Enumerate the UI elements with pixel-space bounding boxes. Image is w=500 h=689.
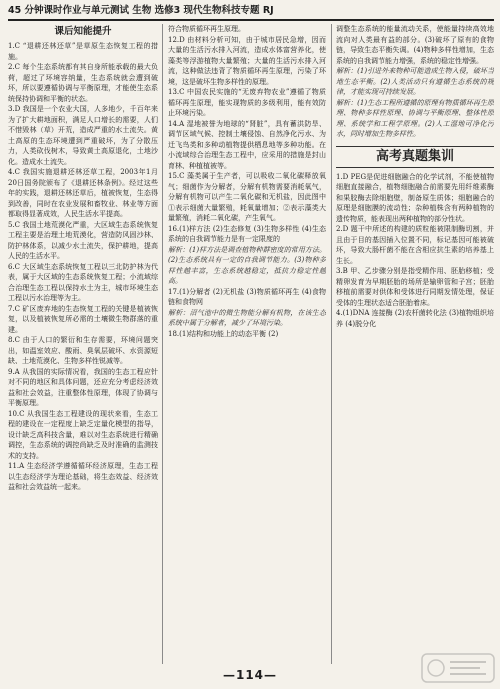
answer-paragraph: 18.(1)结构和功能上的动态平衡 (2) (168, 329, 279, 338)
column-divider (162, 24, 163, 664)
section-title-text: 高考真题集训 (336, 146, 494, 168)
answer-paragraph: 12.D 由材料分析可知，由于城市居民急增，因而大量的生活污水排入河流，造成水体富营养化，使藻类等浮游植物大量繁殖；大量的生活污水排入河流，这种做法违背了物质循环再生原理，污染了环境，这是破坏生物多样性的原理。 (168, 35, 326, 86)
answer-paragraph: 10.C 从我国生态工程建设的现状来看，生态工程的建设在一定程度上缺乏定量化模型的指导，设计缺乏高科技含量，难以对生态系统进行精确调控，生态系统的调控尚缺乏及时准确的监测技术的支持。 (8, 409, 158, 460)
answer-paragraph: 4.C 我国实施退耕还林还草工程，2003年1月20日国务院颁布了《退耕还林条例》。经过这些年的实践，退耕还林还草后，植被恢复，生态得到改善，同时在农业发展和畜牧业、林业等方面都取得显著成效，人民生活水平提高。 (8, 168, 158, 218)
header-rule (8, 19, 494, 21)
answer-paragraph: 11.A 生态经济学遵循循环经济原理，生态工程以生态经济学为理论基础，将生态效益、经济效益和社会效益统一起来。 (8, 462, 158, 491)
handwritten-note: 解析：(1)引进外来物种可能造成生物入侵，破坏当地生态平衡。(2)人类活动只有遵循生态系统的规律，才能实现可持续发展。 (336, 67, 494, 96)
handwritten-note: 解析：(1)样方法是调查植物种群密度的常用方法。(2)生态系统具有一定的自我调节能力。(3)物种多样性越丰富，生态系统越稳定，抵抗力稳定性越高。 (168, 245, 326, 285)
answer-paragraph: 15.C 藻类属于生产者，可以吸收二氧化碳释放氧气；细菌作为分解者，分解有机物需要消耗氧气，分解有机物可以产生二氧化碳和无机盐，因此图中①表示细菌大量繁殖，耗氧量增加；②表示藻类大量繁殖，消耗二氧化碳，产生氧气。 (168, 172, 326, 222)
answer-paragraph: 14.A 湿地被誉为地球的“肾脏”，具有蓄洪防旱、调节区域气候、控制土壤侵蚀、自然净化污水、为迁飞鸟类和多种动植物提供栖息地等多种功能。在小流域综合治理生态工程中，应采用的措施是封山育林、种植植被等。 (168, 119, 326, 170)
answer-paragraph: 5.C 我国土地荒漠化严重，大区域生态系统恢复工程主要是治理土地荒漠化，营造防风固沙林、防护林体系，以减少水土流失，保护耕地，提高人民的生活水平。 (8, 220, 158, 260)
answer-paragraph: 调整生态系统的能量流动关系，使能量持续高效地流向对人类最有益的部分。(3)破坏了原有的食物链，导致生态平衡失调。(4)物种多样性增加，生态系统的自我调节能力增强，系统的稳定性增强。 (336, 25, 494, 65)
answer-paragraph: 7.C 矿区废弃地的生态恢复工程的关键是植被恢复，以及植被恢复所必需的土壤微生物群落的重建。 (8, 304, 158, 334)
answer-paragraph: 3.D 我国是一个农业大国，人多地少，千百年来为了扩大耕地面积，满足人口增长的需要，人们不惜毁林（草）开荒，造成严重的水土流失。黄土高原的生态环境遭到严重破坏，为了分散压力，人类砍伐树木，导致黄土高原退化，土地沙化。造成水土流失。 (8, 105, 158, 166)
answer-paragraph: 8.C 由于人口的繁衍和生存需要，环境问题突出，如温室效应、酸雨、臭氧层破坏、水资源短缺、土地荒漠化、生物多样性锐减等。 (8, 336, 158, 365)
answer-paragraph: 16.(1)样方法 (2)生态修复 (3)生物多样性 (4)生态系统的自我调节能力是有一定限度的 (168, 224, 326, 243)
column-divider (331, 24, 332, 664)
running-header: 45 分钟课时作业与单元测试 生物 选修3 现代生物科技专题 RJ (8, 5, 274, 16)
answer-paragraph: 4.(1)DNA 连接酶 (2)农杆菌转化法 (3)植物组织培养 (4)脱分化 (336, 309, 494, 328)
answer-paragraph: 符合物质循环再生原理。 (168, 25, 245, 33)
answer-paragraph: 1.C “退耕还林还草”是草原生态恢复工程的措施。 (8, 42, 158, 61)
answer-paragraph: 1.D PEG是促进细胞融合的化学试剂，不能使植物细胞直接融合，植物细胞融合前需要先用纤维素酶和果胶酶去除细胞壁，制备原生质体；细胞融合的原理是细胞膜的流动性；杂种植株含有两种植物的遗传物质，能表现出两种植物的部分性状。 (336, 172, 494, 223)
answer-paragraph: 3.B 甲、乙步骤分别是指受精作用、胚胎移植；受精卵发育为早期胚胎的场所是输卵管和子宫；胚胎移植前需要对供体和受体进行同期发情处理，保证受体的生理状态适合胚胎着床。 (336, 267, 494, 307)
right-column (336, 24, 494, 664)
handwritten-note: 解析：沼气池中的微生物能分解有机物，在该生态系统中属于分解者，减少了环境污染。 (168, 308, 326, 327)
answer-paragraph: 17.(1)分解者 (2)无机盐 (3)物质循环再生 (4)食物链和食物网 (168, 287, 326, 306)
section-title: 课后知能提升 (54, 26, 112, 37)
answer-paragraph: 6.C 大区域生态系统恢复工程以三北防护林为代表，属于大区域的生态系统恢复工程；小流域综合治理生态工程以保持水土为主，城市环境生态工程以污水治理等为主。 (8, 262, 158, 302)
answer-paragraph: 2.D 题干中所述的构建的质粒能被限制酶切割，并且由于目的基因插入位置不同，标记基因可能被破坏，导致大肠杆菌不能在含相应抗生素的培养基上生长。 (336, 225, 494, 265)
answer-paragraph: 2.C 每个生态系统都有其自身所能承载的最大负荷，超过了环境容纳量，生态系统就会遭到破坏，所以要遵循协调与平衡原理，才能使生态系统保持协调和平衡的状态。 (8, 63, 158, 103)
page-number: —114— (222, 668, 278, 682)
section-title (336, 146, 494, 168)
left-column (8, 24, 158, 664)
middle-column (168, 24, 326, 664)
answer-paragraph: 9.A 从我国的实际情况看，我国的生态工程应针对不同的地区和具体问题，还应充分考虑经济效益和社会效益，注重整体性原理，体现了协调与平衡原理。 (8, 367, 158, 407)
handwritten-note: 解析：(1)生态工程所遵循的原理有物质循环再生原理、物种多样性原理、协调与平衡原理、整体性原理、系统学和工程学原理。(2)人工湿地可净化污水，同时增加生物多样性。 (336, 98, 494, 138)
watermark-stamp-icon (420, 650, 496, 686)
answer-paragraph: 13.C 中国农民实施的“无废弃物农业”遵循了物质循环再生原理，能实现物质的多级利用，能有效防止环境污染。 (168, 88, 326, 117)
